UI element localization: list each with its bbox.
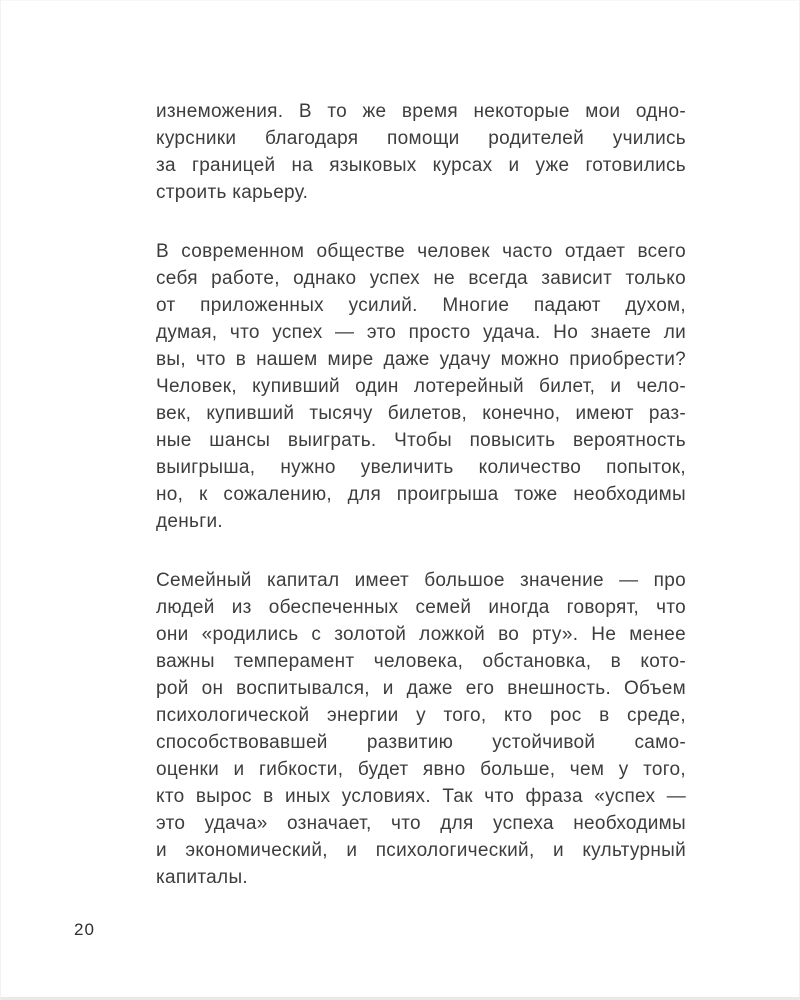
text-line: Семейный капитал имеет большое значение — про [156,570,686,591]
text-line: оценки и гибкости, будет явно больше, чем у того, [156,759,686,780]
text-line: Человек, купивший один лотерейный билет, и чело- [156,376,686,397]
paragraph-2 [156,238,686,535]
text-block [156,98,686,891]
paragraph-3 [156,567,686,891]
text-line: строить карьеру. [156,182,309,203]
text-line: способствовавшей развитию устойчивой само- [156,732,686,753]
text-line: век, купивший тысячу билетов, конечно, имеют раз- [156,403,686,424]
text-line: но, к сожалению, для проигрыша тоже необходимы [156,484,686,505]
page-number: 20 [74,920,95,939]
text-line: ные шансы выиграть. Чтобы повысить вероятность [156,430,686,451]
text-line: это удача» означает, что для успеха необходимы [156,813,686,834]
text-line: людей из обеспеченных семей иногда говорят, что [156,597,686,618]
text-line: изнеможения. В то же время некоторые мои одно- [156,101,686,122]
text-line: выигрыша, нужно увеличить количество попыток, [156,457,686,478]
paragraph-1 [156,98,686,206]
text-line: себя работе, однако успех не всегда зависит только [156,268,686,289]
text-line: психологической энергии у того, кто рос в среде, [156,705,686,726]
text-line: от приложенных усилий. Многие падают духом, [156,295,686,316]
text-line: думая, что успех — это просто удача. Но знаете ли [156,322,686,343]
text-line: кто вырос в иных условиях. Так что фраза «успех — [156,786,686,807]
text-line: важны темперамент человека, обстановка, в кото- [156,651,686,672]
text-line: рой он воспитывался, и даже его внешность. Объем [156,678,686,699]
text-line: В современном обществе человек часто отдает всего [156,241,686,262]
text-line: курсники благодаря помощи родителей учились [156,128,686,149]
text-line: капиталы. [156,867,248,888]
text-line: деньги. [156,511,223,532]
text-line: они «родились с золотой ложкой во рту». Не менее [156,624,686,645]
text-line: и экономический, и психологический, и культурный [156,840,686,861]
text-line: вы, что в нашем мире даже удачу можно приобрести? [156,349,686,370]
text-line: за границей на языковых курсах и уже готовились [156,155,686,176]
